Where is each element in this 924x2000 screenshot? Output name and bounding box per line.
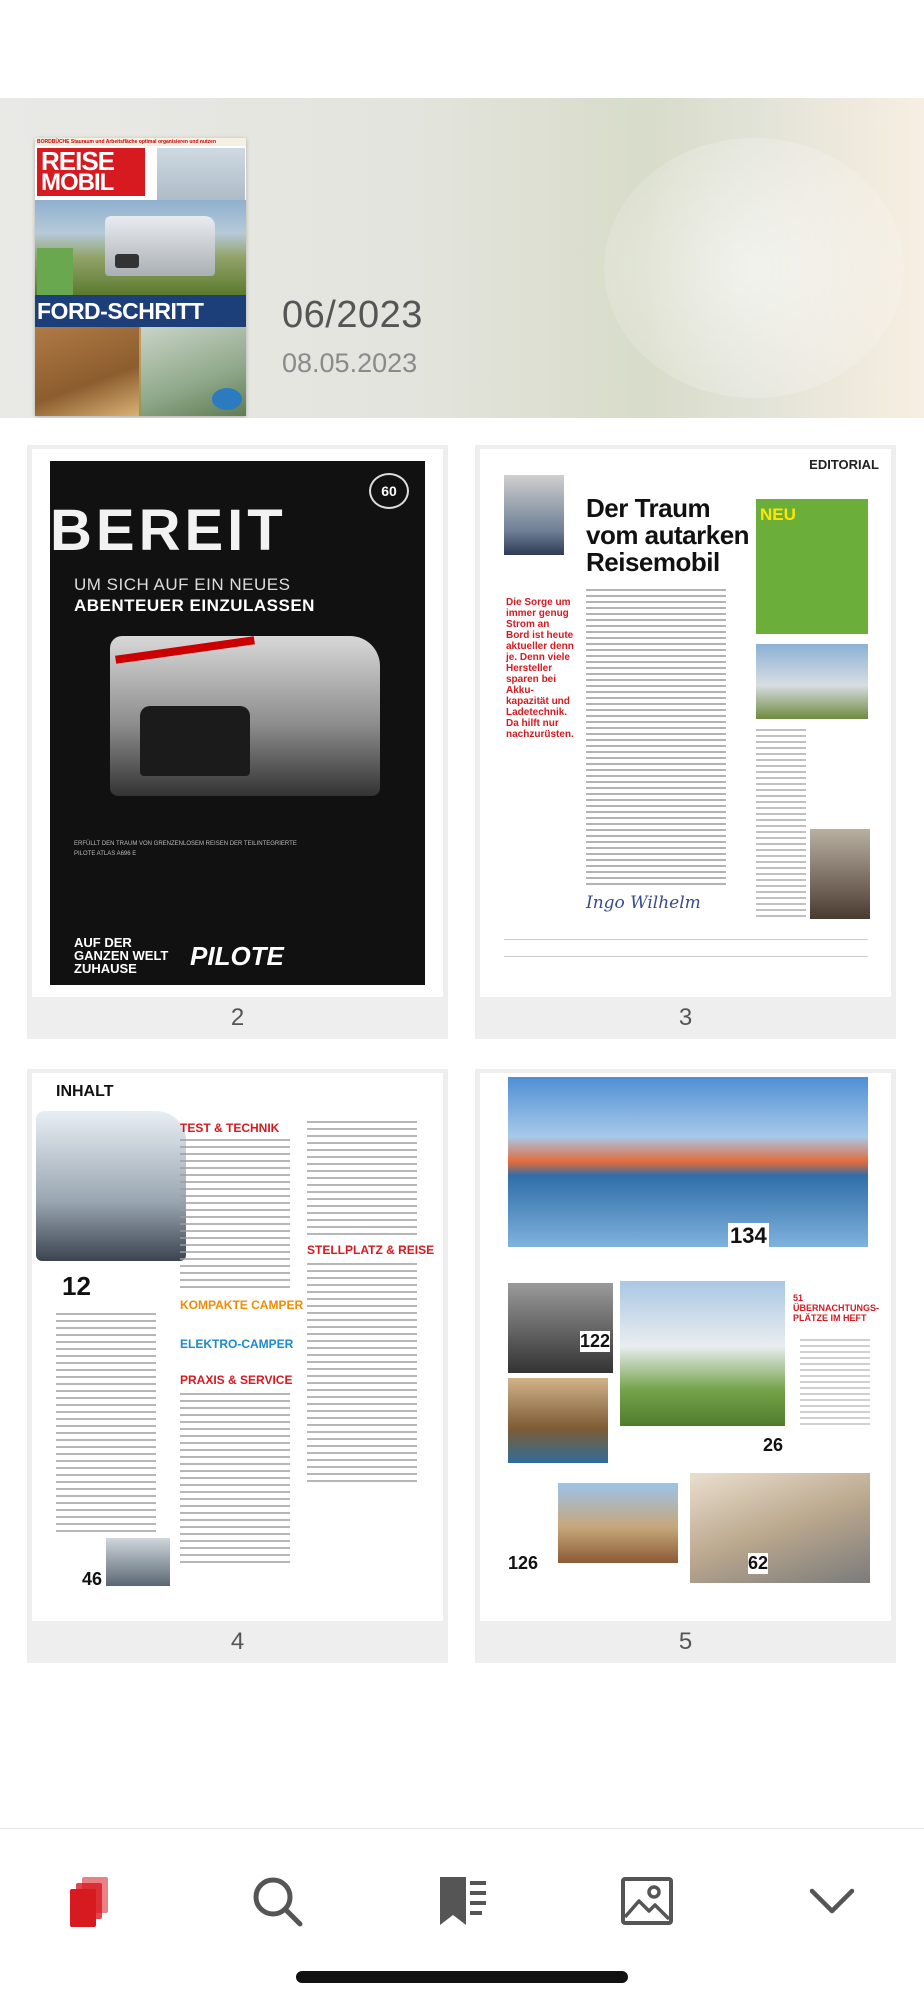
contents-list — [180, 1393, 290, 1563]
page-number: 3 — [678, 1004, 693, 1031]
page-number: 5 — [678, 1628, 693, 1655]
library-button[interactable] — [50, 1861, 130, 1941]
ad-motorhome — [110, 636, 380, 796]
ad-subline-2: ABENTEUER EINZULASSEN — [74, 596, 315, 615]
cover-green-badge — [37, 248, 73, 298]
editorial-body-text — [586, 589, 726, 889]
cover-logo-line2: MOBIL — [41, 169, 114, 196]
status-bar-area — [0, 0, 924, 98]
overnight-spots-heading: 51 ÜBERNACHTUNGS-PLÄTZE IM HEFT — [793, 1293, 879, 1323]
issue-number: 06/2023 — [282, 294, 423, 336]
editorial-kicker: EDITORIAL — [809, 457, 879, 472]
photo-town — [558, 1483, 678, 1563]
image-button[interactable] — [607, 1861, 687, 1941]
cover-bottom-photos — [35, 327, 246, 416]
section-praxis-service: PRAXIS & SERVICE — [180, 1373, 293, 1387]
photo-bw — [508, 1283, 613, 1373]
contents-list — [180, 1139, 290, 1289]
contents-heading: INHALT — [56, 1083, 114, 1100]
cover-motorhome — [105, 216, 215, 276]
page-image — [480, 449, 891, 997]
overnight-list — [800, 1339, 870, 1429]
cover-bottom-photo-left — [35, 327, 139, 416]
feature-number-26: 26 — [763, 1435, 784, 1455]
photo-museum — [508, 1378, 608, 1463]
section-kompakte-camper: KOMPAKTE CAMPER — [180, 1298, 304, 1312]
harbor-photo — [508, 1077, 868, 1247]
editorial-side-text — [756, 729, 806, 919]
pilote-ad — [50, 461, 425, 985]
editorial-title: Der Traum vom autarken Reisemobil — [586, 493, 750, 577]
feature-number-62: 62 — [748, 1553, 769, 1573]
editorial-footer — [504, 939, 868, 957]
cover-teaser-image — [157, 148, 245, 208]
contents-list — [307, 1263, 417, 1483]
editorial-quote: Die Sorge um immer genug Strom an Bord ist heute aktueller denn je. Denn viele Hersteller sparen bei Akku-kapazität und Ladetechnik. Da hilft nur nachzurüsten. — [506, 597, 574, 740]
issue-date: 08.05.2023 — [282, 348, 418, 378]
page-thumbnail-2[interactable] — [27, 445, 448, 1039]
ad-subline-1: UM SICH AUF EIN NEUES — [74, 575, 291, 594]
cover-logo — [37, 148, 145, 196]
issue-header — [0, 98, 924, 418]
contents-list — [56, 1313, 156, 1533]
bookmarks-button[interactable] — [422, 1861, 502, 1941]
search-button[interactable] — [237, 1861, 317, 1941]
editorial-group-photo — [810, 829, 870, 919]
page-number: 2 — [230, 1004, 245, 1031]
contents-list — [307, 1121, 417, 1236]
editorial-new-box — [756, 499, 868, 634]
home-indicator[interactable] — [296, 1971, 628, 1983]
ad-brand: PILOTE — [190, 941, 284, 971]
collapse-button[interactable] — [792, 1861, 872, 1941]
page-thumbnail-3[interactable] — [475, 445, 896, 1039]
section-elektro-camper: ELEKTRO-CAMPER — [180, 1337, 294, 1351]
section-stellplatz-reise: STELLPLATZ & REISE — [307, 1243, 435, 1257]
new-label: NEU — [760, 505, 796, 524]
bookmarks-icon — [432, 1871, 492, 1931]
page-thumbnail-4[interactable] — [27, 1069, 448, 1663]
ad-headline: BEREIT — [50, 498, 287, 563]
ad-body: ERFÜLLT DEN TRAUM VON GRENZENLOSEM REISEN DER TEILINTEGRIERTE PILOTE ATLAS A696 E — [74, 841, 297, 857]
feature-number-122: 122 — [580, 1331, 611, 1351]
search-icon — [247, 1871, 307, 1931]
cover-top-line: BORDBÜCHE Stauraum und Arbeitsfläche optimal organisieren und nutzen — [35, 138, 246, 146]
contents-van-photo — [36, 1111, 186, 1261]
ad-tagline: AUF DER GANZEN WELT ZUHAUSE — [74, 935, 169, 976]
ad-subline — [74, 574, 315, 616]
image-icon — [617, 1871, 677, 1931]
cover-tour-badge — [212, 388, 242, 410]
header-glow — [604, 138, 904, 398]
cover-logo-line1: REISE — [41, 146, 115, 176]
editor-portrait — [504, 475, 564, 555]
feature-number-134: 134 — [730, 1223, 767, 1248]
library-icon — [60, 1871, 120, 1931]
section-test-technik: TEST & TECHNIK — [180, 1121, 280, 1135]
cover-headline: FORD-SCHRITT — [37, 298, 204, 324]
chevron-down-icon — [802, 1871, 862, 1931]
contents-bottom-number: 46 — [82, 1569, 103, 1589]
page-number: 4 — [230, 1628, 245, 1655]
editorial-photo — [756, 644, 868, 719]
photo-dishes — [690, 1473, 870, 1583]
issue-cover-thumbnail[interactable] — [35, 138, 246, 416]
photo-motorhome-meadow — [620, 1281, 785, 1426]
feature-number-126: 126 — [508, 1553, 539, 1573]
page-image — [480, 1073, 891, 1621]
contents-small-photo — [106, 1538, 170, 1586]
editor-signature: Ingo Wilhelm — [586, 893, 701, 913]
anniversary-badge: 60 — [369, 473, 409, 509]
page-thumbnail-5[interactable] — [475, 1069, 896, 1663]
page-image — [32, 1073, 443, 1621]
contents-feature-number: 12 — [62, 1271, 91, 1301]
page-image — [32, 449, 443, 997]
